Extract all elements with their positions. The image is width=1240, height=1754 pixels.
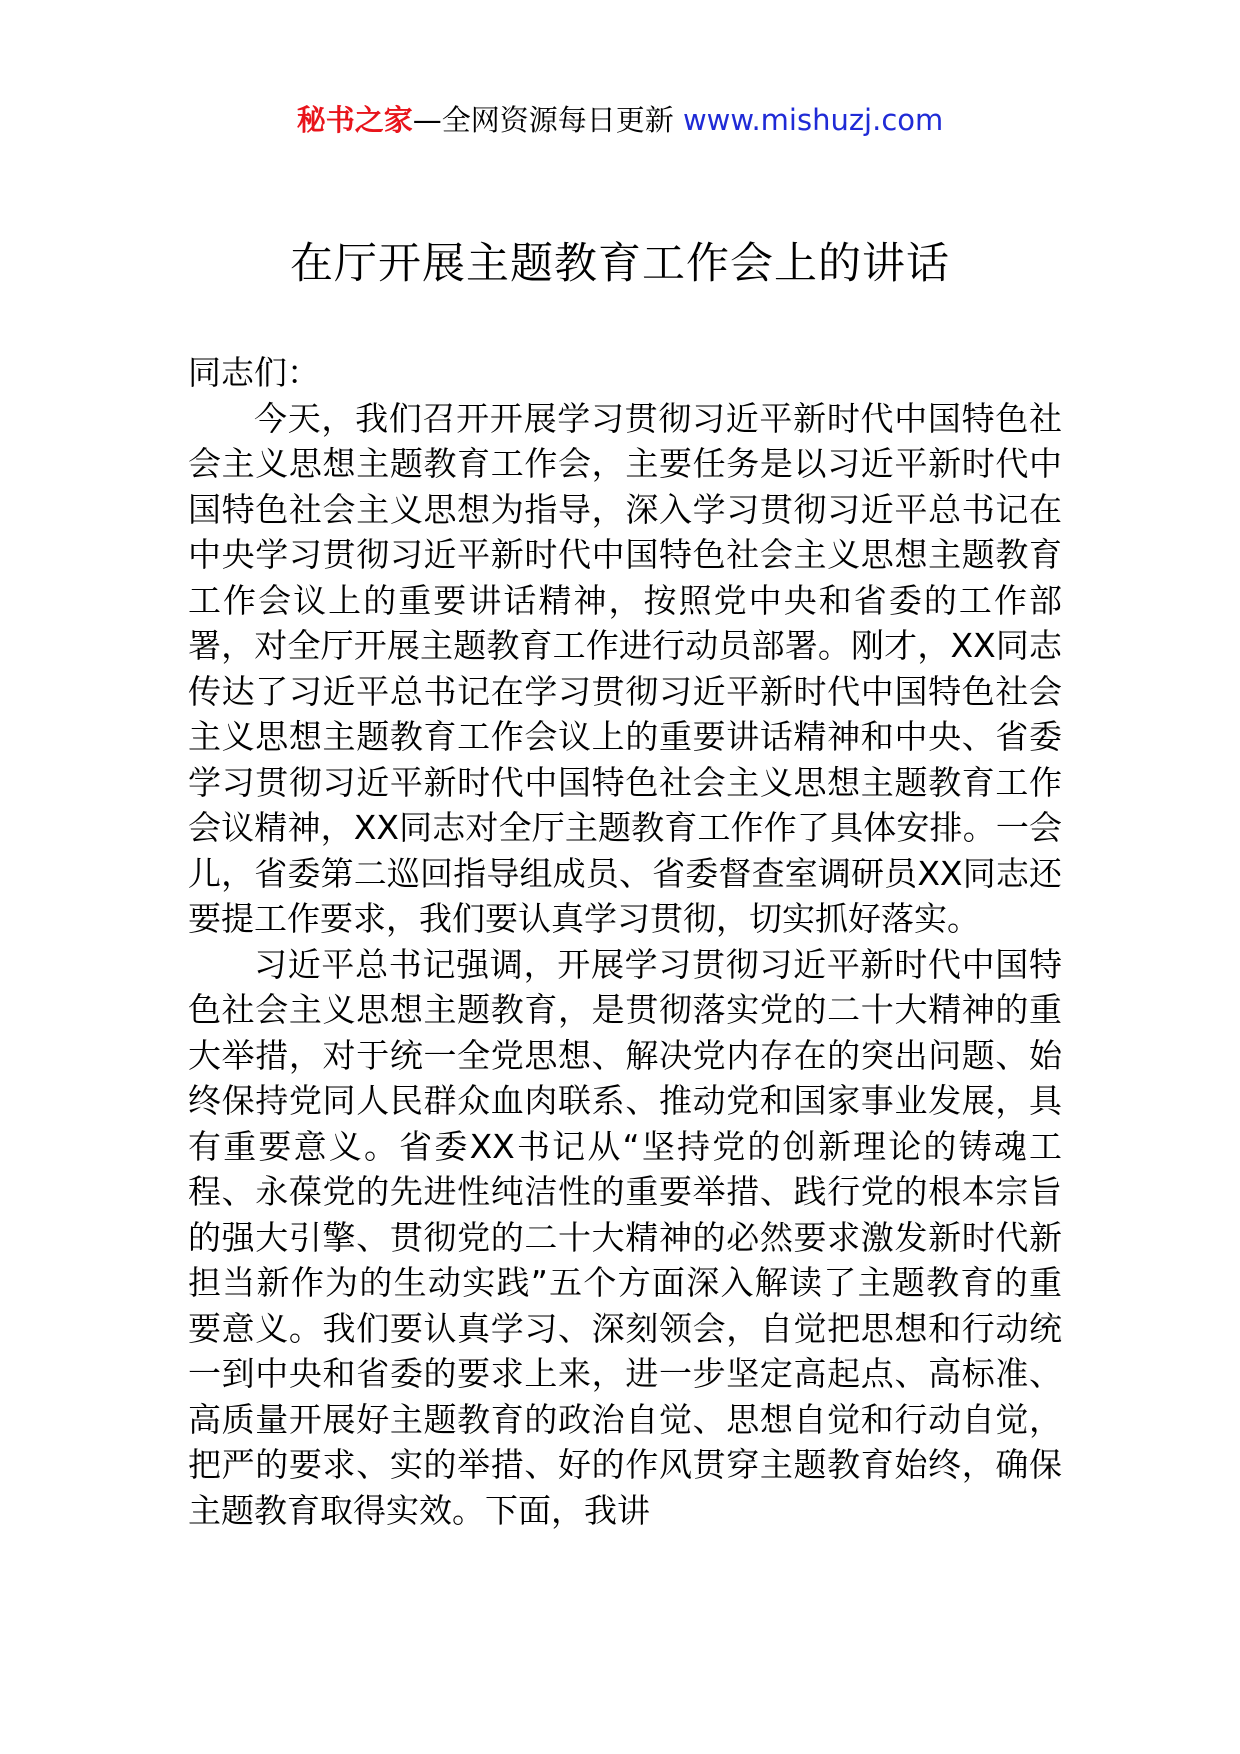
header-tagline: —全网资源每日更新 — [412, 103, 674, 137]
paragraph-1: 今天，我们召开开展学习贯彻习近平新时代中国特色社会主义思想主题教育工作会，主要任务是以习近平新时代中国特色社会主义思想为指导，深入学习贯彻习近平总书记在中央学习贯彻习近平新时代中国特色社会主义思想主题教育工作会议上的重要讲话精神，按照党中央和省委的工作部署，对全厅开展主题教育工作进行动员部署。刚才，XX同志传达了习近平总书记在学习贯彻习近平新时代中国特色社会主义思想主题教育工作会议上的重要讲话精神和中央、省委学习贯彻习近平新时代中国特色社会主义思想主题教育工作会议精神，XX同志对全厅主题教育工作作了具体安排。一会儿，省委第二巡回指导组成员、省委督查室调研员XX同志还要提工作要求，我们要认真学习贯彻，切实抓好落实。 — [188, 398, 1062, 938]
brand-name: 秘书之家 — [296, 103, 413, 137]
paragraph-2: 习近平总书记强调，开展学习贯彻习近平新时代中国特色社会主义思想主题教育，是贯彻落实党的二十大精神的重大举措，对于统一全党思想、解决党内存在的突出问题、始终保持党同人民群众血肉联系、推动党和国家事业发展，具有重要意义。省委XX书记从“坚持党的创新理论的铸魂工程、永葆党的先进性纯洁性的重要举措、践行党的根本宗旨的强大引擎、贯彻党的二十大精神的必然要求激发新时代新担当新作为的生动实践”五个方面深入解读了主题教育的重要意义。我们要认真学习、深刻领会，自觉把思想和行动统一到中央和省委的要求上来，进一步坚定高起点、高标准、高质量开展好主题教育的政治自觉、思想自觉和行动自觉，把严的要求、实的举措、好的作风贯穿主题教育始终，确保主题教育取得实效。下面，我讲 — [188, 944, 1062, 1530]
site-url-link[interactable]: www.mishuzj.com — [682, 103, 944, 137]
salutation: 同志们： — [188, 353, 320, 392]
document-body — [188, 350, 1062, 1533]
header-banner — [0, 100, 1240, 140]
document-title: 在厅开展主题教育工作会上的讲话 — [290, 239, 950, 289]
